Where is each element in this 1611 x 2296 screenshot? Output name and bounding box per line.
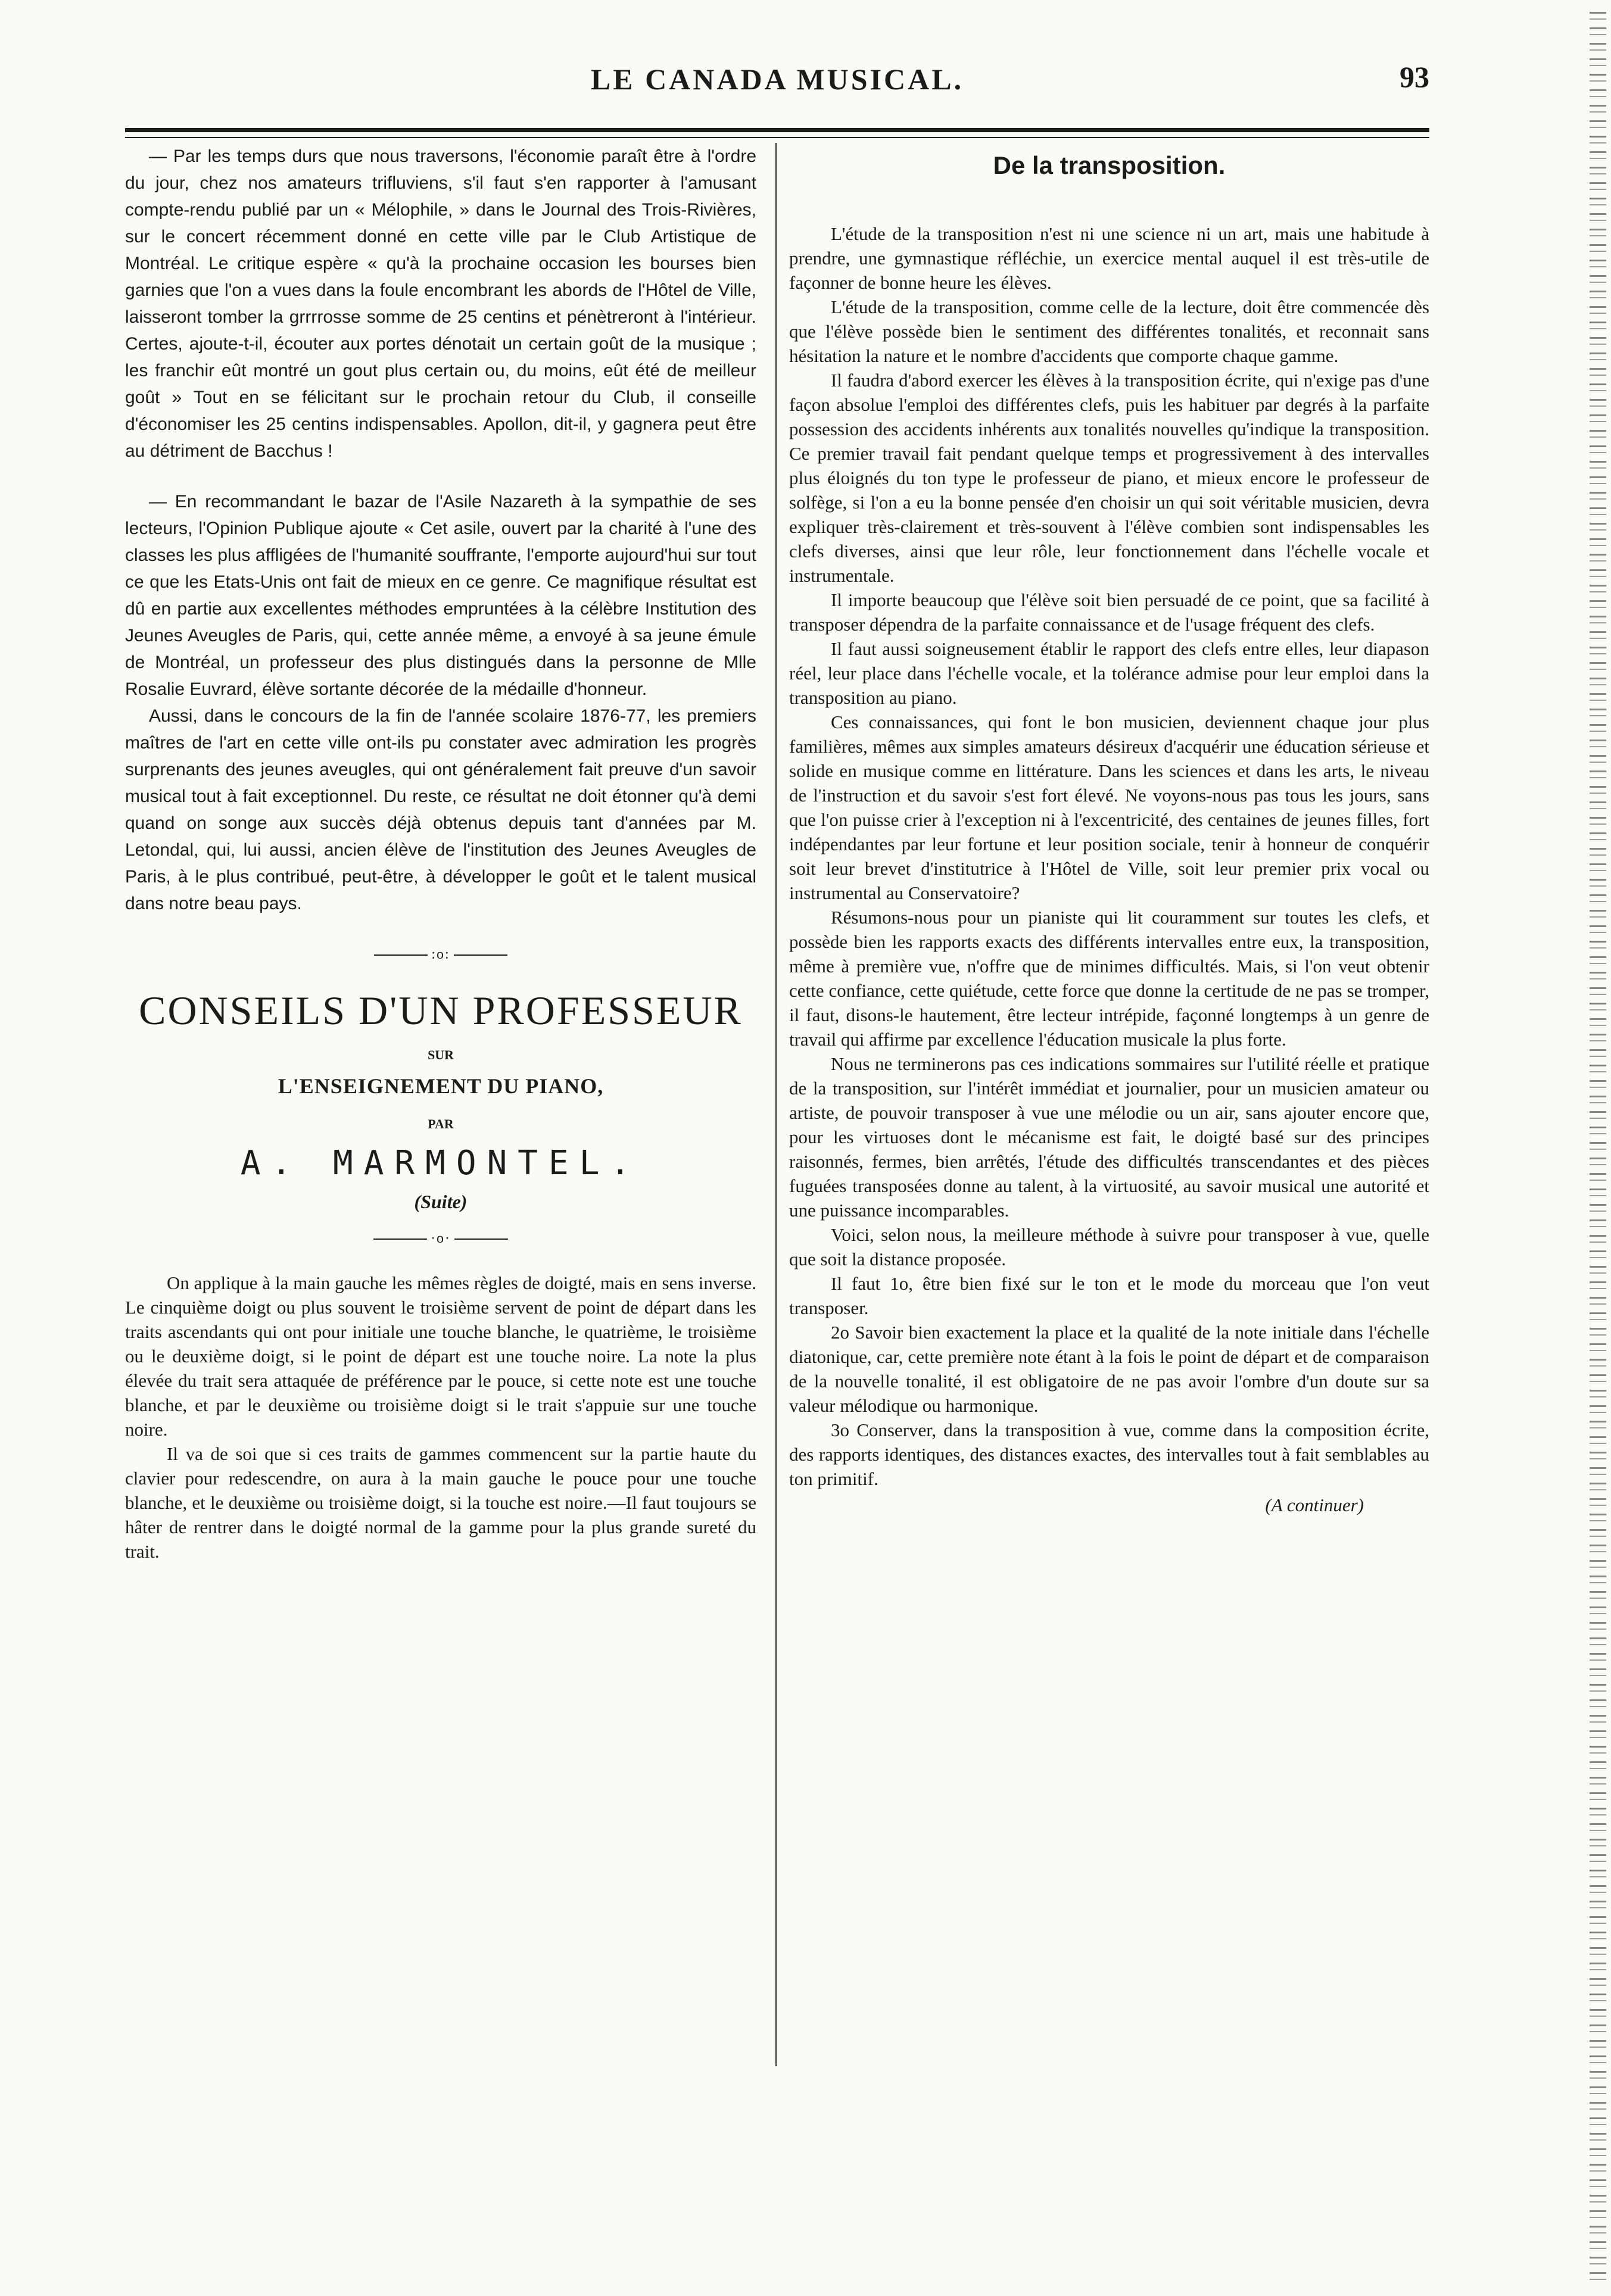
article-par: PAR (428, 1116, 454, 1131)
article-paragraph: Nous ne terminerons pas ces indications sommaires sur l'utilité réelle et pratique de la transposition, sur l'intérêt immédiat et journalier, pour un musicien amateur ou artiste, de pouvoir transposer à vue une mélodie ou un air, sans ajouter encore que, pour les virtuoses dont le mécanisme est fait, le doigté basé sur des principes raisonnés, fermes, bien arrêtés, l'étude des difficultés transcendantes et des pièces fuguées transposées donne au talent, à la virtuosité, au savoir musical une autorité et une puissance incomparables. (789, 1053, 1429, 1221)
article-paragraph: 3o Conserver, dans la transposition à vue, comme dans la composition écrite, des rapports identiques, des distances exactes, des intervalles tout à fait semblables au ton primitif. (789, 1420, 1429, 1489)
article-title: CONSEILS D'UN PROFESSEUR (139, 988, 743, 1033)
article-paragraph: Voici, selon nous, la meilleure méthode à suivre pour transposer à vue, quelle que soit la distance proposée. (789, 1224, 1429, 1269)
article-sur: SUR (427, 1047, 454, 1062)
masthead (125, 31, 1429, 120)
continuation-note: (A continuer) (1265, 1495, 1364, 1515)
news-item-asile (125, 488, 756, 917)
article-paragraph: Il va de soi que si ces traits de gammes commencent sur la partie haute du clavier pour redescendre, on aura à la main gauche le pouce pour une touche blanche, et le deuxième ou troisième doigt, si la touche est noire.—Il faut toujours se hâter de rentrer dans le doigté normal de la gamme pour la plus grande sureté du trait. (125, 1443, 756, 1562)
article-body-right (789, 222, 1429, 1516)
column-divider (775, 143, 777, 2066)
scan-edge-artifact (1590, 12, 1606, 2286)
article-paragraph: L'étude de la transposition n'est ni une science ni un art, mais une habitude à prendre, une gymnastique réfléchie, un exercice mental auquel il est très-utile de façonner de bonne heure les élèves. (789, 223, 1429, 293)
article-paragraph: Ces connaissances, qui font le bon musicien, deviennent chaque jour plus familières, mêmes aux simples amateurs désireux d'acquérir une éducation sérieuse et solide en musique comme en littérature. Dans les sciences et dans les arts, le niveau de l'instruction et du savoir s'est fort élevé. Ne voyons-nous pas tous les jours, sans que l'on puisse crier à l'exception ni à l'excentricité, des centaines de jeunes filles, fort indépendantes par leur fortune et leur position sociale, tenir à honneur de conquérir soit leur brevet d'institutrice à l'Hôtel de Ville, soit leur premier prix vocal ou instrumental au Conservatoire? (789, 712, 1429, 903)
article-paragraph: On applique à la main gauche les mêmes règles de doigté, mais en sens inverse. Le cinquième doigt ou plus souvent le troisième servent de point de départ dans les traits ascendants qui ont pour initiale une touche blanche, le quatrième, le troisième ou le deuxième doigt, si le point de départ est une touche noire. La note la plus élevée du trait sera attaquée de préférence par le pouce, si cette note est une touche blanche, et par le deuxième ou troisième doigt si le trait s'appuie sur une touche noire. (125, 1272, 756, 1440)
article-paragraph: Il faut aussi soigneusement établir le rapport des clefs entre elles, leur diapason réel, leur place dans l'échelle vocale, et la tolérance admise pour leur emploi dans la transposition au piano. (789, 638, 1429, 708)
section-divider: ·o· (125, 1231, 756, 1247)
left-column (125, 143, 756, 1564)
article-paragraph: 2o Savoir bien exactement la place et la qualité de la note initiale dans l'échelle diatonique, car, cette première note étant à la fois le point de départ et de comparaison de la nouvelle tonalité, il est obligatoire de ne pas avoir l'ombre d'un doute sur sa valeur mélodique ou harmonique. (789, 1322, 1429, 1416)
article-paragraph: L'étude de la transposition, comme celle de la lecture, doit être commencée dès que l'élève possède bien le sentiment des différentes tonalités, et reconnait sans hésitation la nature et le nombre d'accidents que comporte chaque gamme. (789, 297, 1429, 366)
section-divider: :o: (125, 947, 756, 963)
news-paragraph: — Par les temps durs que nous traversons, l'économie paraît être à l'ordre du jour, chez nos amateurs trifluviens, s'il faut s'en rapporter à l'amusant compte-rendu publié par un « Mélophile, » dans le Journal des Trois-Rivières, sur le concert récemment donné en cette ville par le Club Artistique de Montréal. Le critique espère « qu'à la prochaine occasion les bourses bien garnies que l'on a vues dans la foule encombrant les abords de l'Hôtel de Ville, laisseront tomber la grrrrosse somme de 25 centins et pénètreront à l'intérieur. Certes, ajoute-t-il, écouter aux portes dénotait un certain goût de la musique ; les franchir eût montré un gout plus certain ou, du moins, eût été de meilleur goût » Tout en se félicitant sur le prochain retour du Club, il conseille d'économiser les 25 centins indispensables. Apollon, dit-il, y gagnera peut être au détriment de Bacchus ! (125, 146, 756, 461)
transposition-title: De la transposition. (993, 151, 1226, 179)
page-number: 93 (1400, 60, 1429, 93)
article-paragraph: Résumons-nous pour un pianiste qui lit couramment sur toutes les clefs, et possède bien les rapports exacts des différents intervalles entre eux, la transposition, même à première vue, n'offre que de minimes difficultés. Mais, si l'on veut obtenir cette confiance, cette quiétude, cette force que donne la certitude de ne pas se tromper, il faut, disons-le hautement, être lecteur intrépide, façonné longtemps à un genre de travail qui affirme par excellence l'éducation musicale la plus forte. (789, 907, 1429, 1050)
publication-title: LE CANADA MUSICAL. (590, 63, 964, 96)
news-item-economy (125, 143, 756, 464)
article-suite: (Suite) (414, 1191, 468, 1212)
news-paragraph: Aussi, dans le concours de la fin de l'année scolaire 1876-77, les premiers maîtres de l'art en cette ville ont-ils pu constater avec admiration les progrès surprenants des jeunes aveugles, qui ont généralement fait preuve d'un savoir musical tout à fait exceptionnel. Du reste, ce résultat ne doit étonner qu'à demi quand on songe aux succès déjà obtenus depuis tant d'années par M. Letondal, qui, lui aussi, ancien élève de l'institution des Jeunes Aveugles de Paris, à le plus contribué, peut-être, à développer le goût et le talent musical dans notre beau pays. (125, 706, 756, 913)
article-paragraph: Il importe beaucoup que l'élève soit bien persuadé de ce point, que sa facilité à transposer dépendra de la parfaite connaissance et de l'usage fréquent des clefs. (789, 589, 1429, 635)
article-subtitle: L'ENSEIGNEMENT DU PIANO, (278, 1074, 604, 1098)
news-paragraph: — En recommandant le bazar de l'Asile Nazareth à la sympathie de ses lecteurs, l'Opinion Publique ajoute « Cet asile, ouvert par la charité à l'une des classes les plus affligées de l'humanité souffrante, l'emporte aujourd'hui sur tout ce que les Etats-Unis ont fait de mieux en ce genre. Ce magnifique résultat est dû en partie aux excellentes méthodes empruntées à la célèbre Institution des Jeunes Aveugles de Paris, qui, cette année même, a envoyé à sa jeune émule de Montréal, un professeur des plus distingués dans la personne de Mlle Rosalie Euvrard, élève sortante décorée de la médaille d'honneur. (125, 492, 756, 699)
article-paragraph: Il faudra d'abord exercer les élèves à la transposition écrite, qui n'exige pas d'une façon absolue l'emploi des différentes clefs, puis les habituer par degrés à la parfaite possession des accidents inhérents aux tonalités nouvelles qu'indique la transposition. Ce premier travail fait pendant quelque temps et progressivement à des intervalles plus éloignés du ton type le professeur de piano, et mieux encore le professeur de solfège, si l'on a eu la bonne pensée d'en choisir un qui soit véritable musicien, devra expliquer très-clairement et très-souvent à l'élève combien sont indispensables les clefs diverses, ainsi que leur rôle, leur fonctionnement dans l'échelle vocale et instrumentale. (789, 370, 1429, 586)
news-items (125, 143, 756, 917)
right-column (789, 143, 1429, 1516)
article-author: A. MARMONTEL. (240, 1144, 641, 1183)
header-rule-thin (125, 137, 1429, 138)
article-paragraph: Il faut 1o, être bien fixé sur le ton et le mode du morceau que l'on veut transposer. (789, 1273, 1429, 1318)
header-rule-heavy (125, 128, 1429, 132)
article-body-left (125, 1271, 756, 1564)
